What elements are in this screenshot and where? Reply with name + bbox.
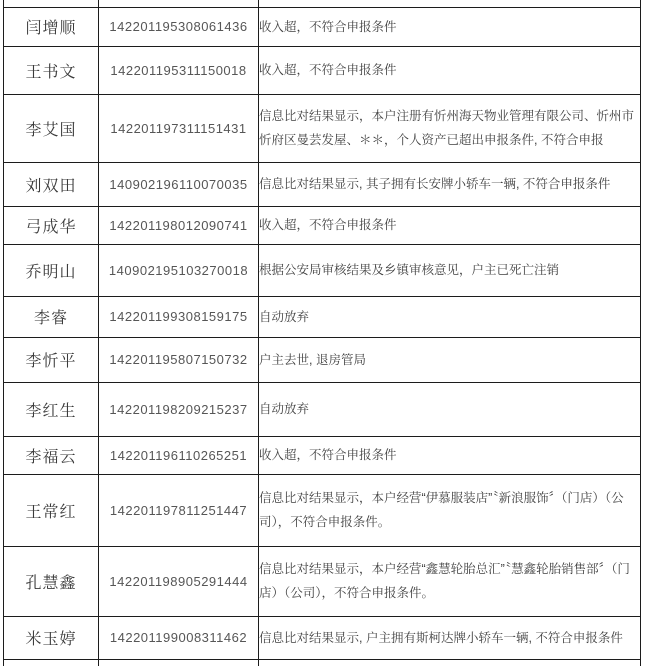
- name-cell: 李福云: [4, 436, 99, 474]
- id-number-cell: 142201195308061436: [99, 7, 259, 46]
- table-body: [4, 0, 641, 666]
- id-number-cell: 142201198209215237: [99, 382, 259, 436]
- id-number-cell: 140902196110070035: [99, 162, 259, 206]
- table-row: [4, 206, 641, 244]
- table-row: [4, 296, 641, 337]
- table-row: [4, 244, 641, 296]
- table-row: [4, 474, 641, 546]
- id-number-cell: 142201195311150018: [99, 46, 259, 94]
- reason-cell: [259, 659, 641, 666]
- id-number-cell: 142201198905291444: [99, 546, 259, 616]
- table-row-partial-bottom: [4, 659, 641, 666]
- id-number-cell: 142201199008311462: [99, 616, 259, 659]
- reason-cell: 信息比对结果显示, 户主拥有斯柯达牌小轿车一辆, 不符合申报条件: [259, 616, 641, 659]
- reason-cell: 自动放弃: [259, 296, 641, 337]
- name-cell: 乔明山: [4, 244, 99, 296]
- id-number-cell: [99, 659, 259, 666]
- reason-cell: 根据公安局审核结果及乡镇审核意见，户主已死亡注销: [259, 244, 641, 296]
- table-row: [4, 436, 641, 474]
- reason-cell: 信息比对结果显示, 其子拥有长安牌小轿车一辆, 不符合申报条件: [259, 162, 641, 206]
- applicant-review-table: [3, 0, 641, 666]
- table-row: [4, 337, 641, 382]
- name-cell: 李艾国: [4, 94, 99, 162]
- name-cell: 王书文: [4, 46, 99, 94]
- reason-cell: 收入超，不符合申报条件: [259, 7, 641, 46]
- name-cell: 刘双田: [4, 162, 99, 206]
- name-cell: 王常红: [4, 474, 99, 546]
- name-cell: 米玉婷: [4, 616, 99, 659]
- table-row: [4, 546, 641, 616]
- table-row: [4, 94, 641, 162]
- name-cell: [4, 659, 99, 666]
- name-cell: 弓成华: [4, 206, 99, 244]
- reason-cell: 户主去世, 退房管局: [259, 337, 641, 382]
- table-row: [4, 616, 641, 659]
- name-cell: 孔慧鑫: [4, 546, 99, 616]
- table-row: [4, 7, 641, 46]
- reason-cell: 收入超，不符合申报条件: [259, 436, 641, 474]
- table-row-partial-top: [4, 0, 641, 7]
- reason-cell: 自动放弃: [259, 382, 641, 436]
- table-row: [4, 46, 641, 94]
- table-row: [4, 382, 641, 436]
- table-row: [4, 162, 641, 206]
- reason-cell: 收入超，不符合申报条件: [259, 46, 641, 94]
- id-number-cell: 142201198012090741: [99, 206, 259, 244]
- name-cell: 李红生: [4, 382, 99, 436]
- name-cell: [4, 0, 99, 7]
- id-number-cell: [99, 0, 259, 7]
- reason-cell: 信息比对结果显示，本户注册有忻州海天物业管理有限公司、忻州市忻府区曼芸发屋、＊＊，个人资产已超出申报条件, 不符合申报: [259, 94, 641, 162]
- id-number-cell: 140902195103270018: [99, 244, 259, 296]
- id-number-cell: 142201199308159175: [99, 296, 259, 337]
- id-number-cell: 142201197311151431: [99, 94, 259, 162]
- reason-cell: 收入超，不符合申报条件: [259, 206, 641, 244]
- name-cell: 李忻平: [4, 337, 99, 382]
- reason-cell: [259, 0, 641, 7]
- id-number-cell: 142201196110265251: [99, 436, 259, 474]
- id-number-cell: 142201195807150732: [99, 337, 259, 382]
- name-cell: 李睿: [4, 296, 99, 337]
- reason-cell: 信息比对结果显示，本户经营“鑫慧轮胎总汇”〝慧鑫轮胎销售部〞（门店）（公司），不符合申报条件。: [259, 546, 641, 616]
- name-cell: 闫增顺: [4, 7, 99, 46]
- id-number-cell: 142201197811251447: [99, 474, 259, 546]
- reason-cell: 信息比对结果显示，本户经营“伊慕服装店”〝新浪服饰〞（门店）（公司），不符合申报条件。: [259, 474, 641, 546]
